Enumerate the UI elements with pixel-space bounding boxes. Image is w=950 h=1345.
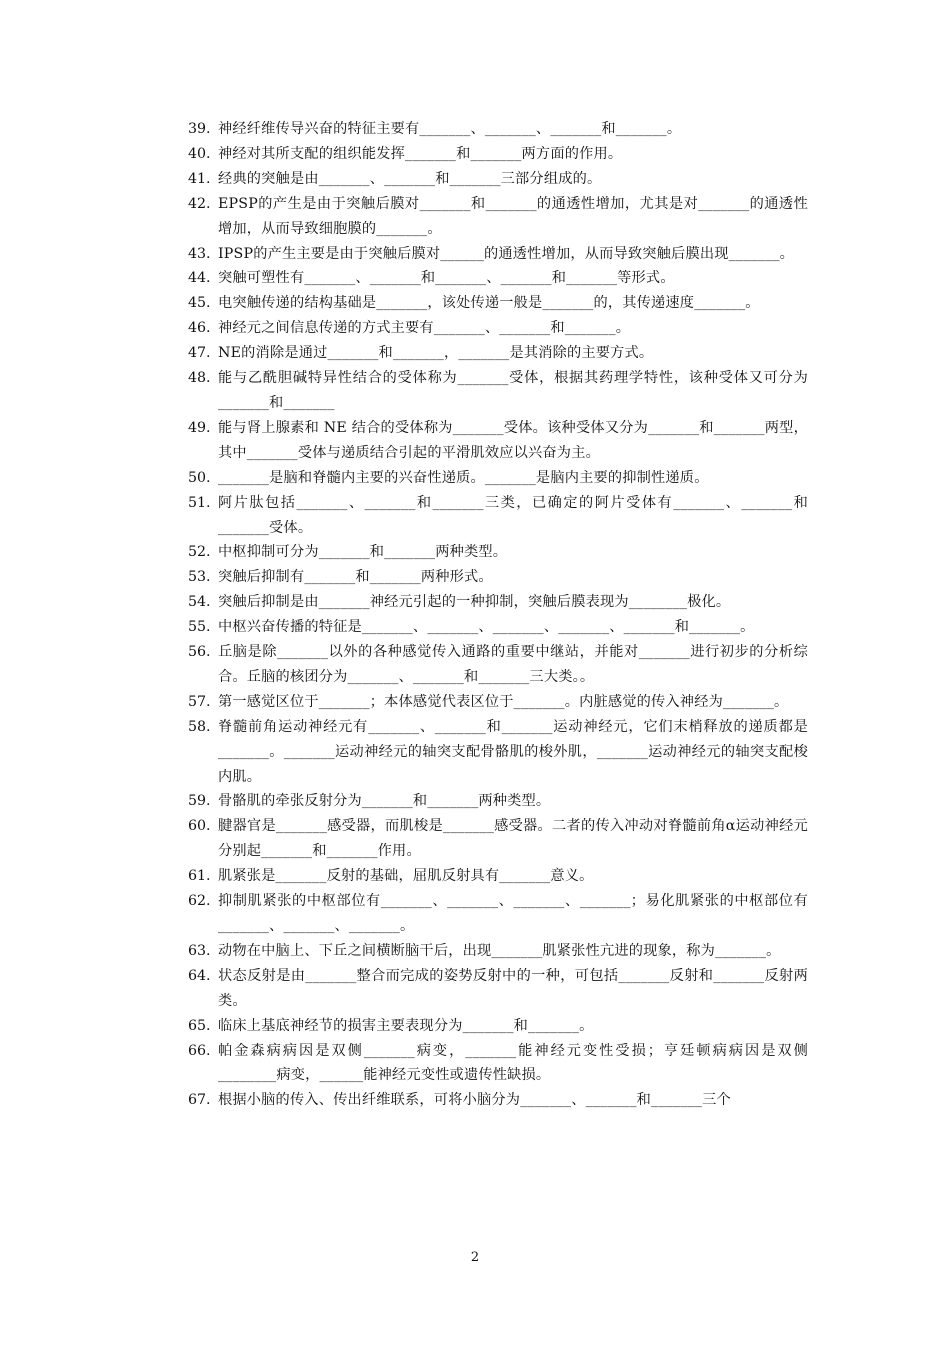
question-text: 中枢抑制可分为_______和_______两种类型。	[218, 544, 508, 561]
question-text: EPSP的产生是由于突触后膜对_______和_______的通透性增加，尤其是对_______的通透性增加，从而导致细胞膜的_______。	[218, 195, 808, 237]
question-item	[188, 590, 808, 615]
question-list	[188, 117, 808, 1113]
question-item	[188, 715, 808, 790]
question-item	[188, 615, 808, 640]
question-number: 49.	[188, 419, 211, 436]
question-item	[188, 366, 808, 416]
question-number: 55.	[188, 619, 211, 636]
question-number: 44.	[188, 270, 211, 287]
question-item	[188, 291, 808, 316]
question-text: IPSP的产生主要是由于突触后膜对______的通透性增加，从而导致突触后膜出现_______。	[218, 245, 795, 262]
question-number: 57.	[188, 693, 211, 710]
question-item	[188, 242, 808, 267]
question-item	[188, 491, 808, 541]
question-number: 53.	[188, 569, 211, 586]
question-text: 状态反射是由_______整合而完成的姿势反射中的一种，可包括_______反射和_______反射两类。	[218, 967, 808, 1009]
question-number: 40.	[188, 145, 211, 162]
question-item	[188, 466, 808, 491]
question-number: 58.	[188, 718, 211, 735]
question-item	[188, 167, 808, 192]
question-item	[188, 540, 808, 565]
question-text: 神经对其所支配的组织能发挥_______和_______两方面的作用。	[218, 145, 623, 162]
question-text: 动物在中脑上、下丘之间横断脑干后，出现_______肌紧张性亢进的现象，称为_______。	[218, 942, 781, 959]
question-item	[188, 316, 808, 341]
question-text: 第一感觉区位于_______；本体感觉代表区位于_______。内脏感觉的传入神经为_______。	[218, 693, 789, 710]
question-item	[188, 640, 808, 690]
question-number: 61.	[188, 868, 211, 885]
question-item	[188, 939, 808, 964]
question-number: 64.	[188, 967, 211, 984]
question-number: 59.	[188, 793, 211, 810]
question-number: 39.	[188, 121, 211, 137]
question-item	[188, 1088, 808, 1113]
page-number: 2	[470, 1250, 480, 1265]
question-number: 65.	[188, 1017, 211, 1034]
question-number: 50.	[188, 469, 211, 486]
question-item	[188, 416, 808, 466]
question-number: 45.	[188, 295, 211, 312]
question-number: 54.	[188, 594, 211, 611]
question-item	[188, 690, 808, 715]
question-text: 丘脑是除_______以外的各种感觉传入通路的重要中继站，并能对_______进行初步的分析综合。丘脑的核团分为_______、_______和_______三大类。。	[218, 644, 808, 685]
question-item	[188, 814, 808, 864]
question-text: 根据小脑的传入、传出纤维联系，可将小脑分为_______、_______和_______三个	[218, 1092, 731, 1109]
question-item	[188, 266, 808, 291]
question-text: 突触后抑制有_______和_______两种形式。	[218, 569, 493, 586]
question-text: 肌紧张是_______反射的基础，屈肌反射具有_______意义。	[218, 868, 594, 885]
question-number: 51.	[188, 494, 211, 511]
question-item	[188, 117, 808, 142]
question-item	[188, 1039, 808, 1089]
question-text: 帕金森病病因是双侧_______病变，_______能神经元变性受损；亨廷顿病病因是双侧________病变，______能神经元变性或遗传性缺损。	[218, 1042, 808, 1084]
question-text: 突触可塑性有_______、_______和_______、_______和_______等形式。	[218, 270, 675, 287]
question-number: 63.	[188, 942, 211, 959]
question-item	[188, 192, 808, 242]
question-number: 47.	[188, 345, 211, 362]
question-item	[188, 341, 808, 366]
question-number: 60.	[188, 818, 211, 835]
question-text: 能与乙酰胆碱特异性结合的受体称为_______受体，根据其药理学特性，该种受体又可分为_______和_______	[218, 370, 808, 411]
question-number: 41.	[188, 170, 211, 187]
question-item	[188, 142, 808, 167]
question-text: 临床上基底神经节的损害主要表现分为_______和_______。	[218, 1017, 594, 1034]
question-number: 56.	[188, 644, 211, 661]
question-text: 骨骼肌的牵张反射分为_______和_______两种类型。	[218, 793, 551, 810]
question-text: NE的消除是通过_______和_______，_______是其消除的主要方式。	[218, 345, 654, 362]
question-number: 42.	[188, 195, 211, 212]
question-number: 66.	[188, 1042, 211, 1059]
question-item	[188, 1014, 808, 1039]
question-text: 阿片肽包括_______、_______和_______三类，已确定的阿片受体有_______、_______和_______受体。	[218, 494, 808, 536]
question-item	[188, 789, 808, 814]
question-item	[188, 565, 808, 590]
question-number: 62.	[188, 893, 211, 910]
question-text: 腱器官是_______感受器，而肌梭是_______感受器。二者的传入冲动对脊髓前角α运动神经元分别起_______和_______作用。	[218, 818, 808, 860]
question-text: 能与肾上腺素和 NE 结合的受体称为_______受体。该种受体又分为_______和_______两型，其中_______受体与递质结合引起的平滑肌效应以兴奋为主。	[218, 419, 808, 461]
question-number: 46.	[188, 320, 211, 337]
question-number: 52.	[188, 544, 211, 561]
question-text: 中枢兴奋传播的特征是_______、_______、_______、_______、_______和_______。	[218, 619, 755, 636]
question-number: 43.	[188, 245, 211, 262]
question-number: 67.	[188, 1092, 211, 1109]
question-text: 抑制肌紧张的中枢部位有_______、_______、_______、_______；易化肌紧张的中枢部位有_______、_______、_______。	[218, 893, 808, 934]
question-item	[188, 864, 808, 889]
question-text: 电突触传递的结构基础是_______，该处传递一般是_______的，其传递速度_______。	[218, 295, 760, 312]
question-text: 神经纤维传导兴奋的特征主要有_______、_______、_______和_______。	[218, 121, 682, 137]
question-item	[188, 964, 808, 1014]
question-number: 48.	[188, 370, 211, 387]
question-text: _______是脑和脊髓内主要的兴奋性递质。_______是脑内主要的抑制性递质。	[218, 469, 709, 486]
question-text: 突触后抑制是由_______神经元引起的一种抑制，突触后膜表现为________极化。	[218, 594, 731, 611]
question-item	[188, 889, 808, 939]
question-text: 经典的突触是由_______、_______和_______三部分组成的。	[218, 170, 602, 187]
question-text: 脊髓前角运动神经元有_______、_______和_______运动神经元，它们末梢释放的递质都是_______。_______运动神经元的轴突支配骨骼肌的梭外肌，_______运动神经元的轴突支配梭内肌。	[218, 718, 808, 785]
question-text: 神经元之间信息传递的方式主要有_______、_______和_______。	[218, 320, 631, 337]
